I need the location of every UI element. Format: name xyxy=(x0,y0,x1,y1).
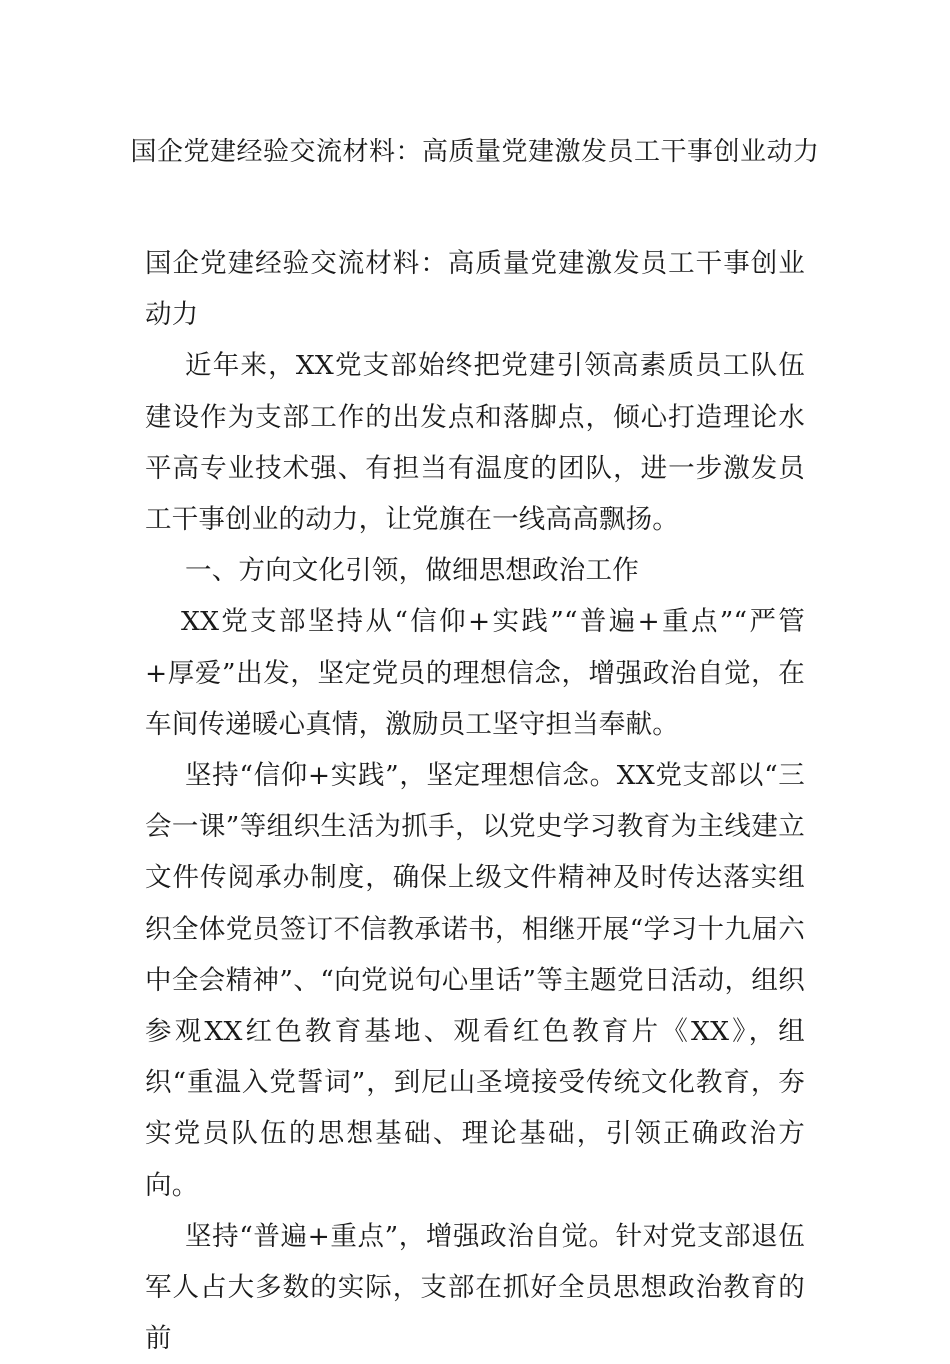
paragraph-section-overview: XX党支部坚持从“信仰+实践”“普遍+重点”“严管+厚爱”出发，坚定党员的理想信念，增强政治自觉，在车间传递暖心真情，激励员工坚守担当奉献。 xyxy=(145,606,805,740)
paragraph-repeated-title: 国企党建经验交流材料：高质量党建激发员工干事创业动力 xyxy=(145,248,805,331)
paragraph-intro: 近年来，XX党支部始终把党建引领高素质员工队伍建设作为支部工作的出发点和落脚点，倾心打造理论水平高专业技术强、有担当有温度的团队，进一步激发员工干事创业的动力，让党旗在一线高高飘扬。 xyxy=(145,350,805,536)
document-body xyxy=(145,238,805,1364)
section-heading: 一、方向文化引领，做细思想政治工作 xyxy=(185,555,639,587)
paragraph-belief-practice: 坚持“信仰+实践”，坚定理想信念。XX党支部以“三会一课”等组织生活为抓手，以党史学习教育为主线建立文件传阅承办制度，确保上级文件精神及时传达落实组织全体党员签订不信教承诺书，相继开展“学习十九届六中全会精神”、“向党说句心里话”等主题党日活动，组织参观XX红色教育基地、观看红色教育片《XX》，组织“重温入党誓词”，到尼山圣境接受传统文化教育，夯实党员队伍的思想基础、理论基础，引领正确政治方向。 xyxy=(145,760,805,1201)
paragraph-general-focus: 坚持“普遍+重点”，增强政治自觉。针对党支部退伍军人占大多数的实际，支部在抓好全员思想政治教育的前 xyxy=(145,1220,805,1355)
document-title: 国企党建经验交流材料：高质量党建激发员工干事创业动力 xyxy=(130,137,820,167)
